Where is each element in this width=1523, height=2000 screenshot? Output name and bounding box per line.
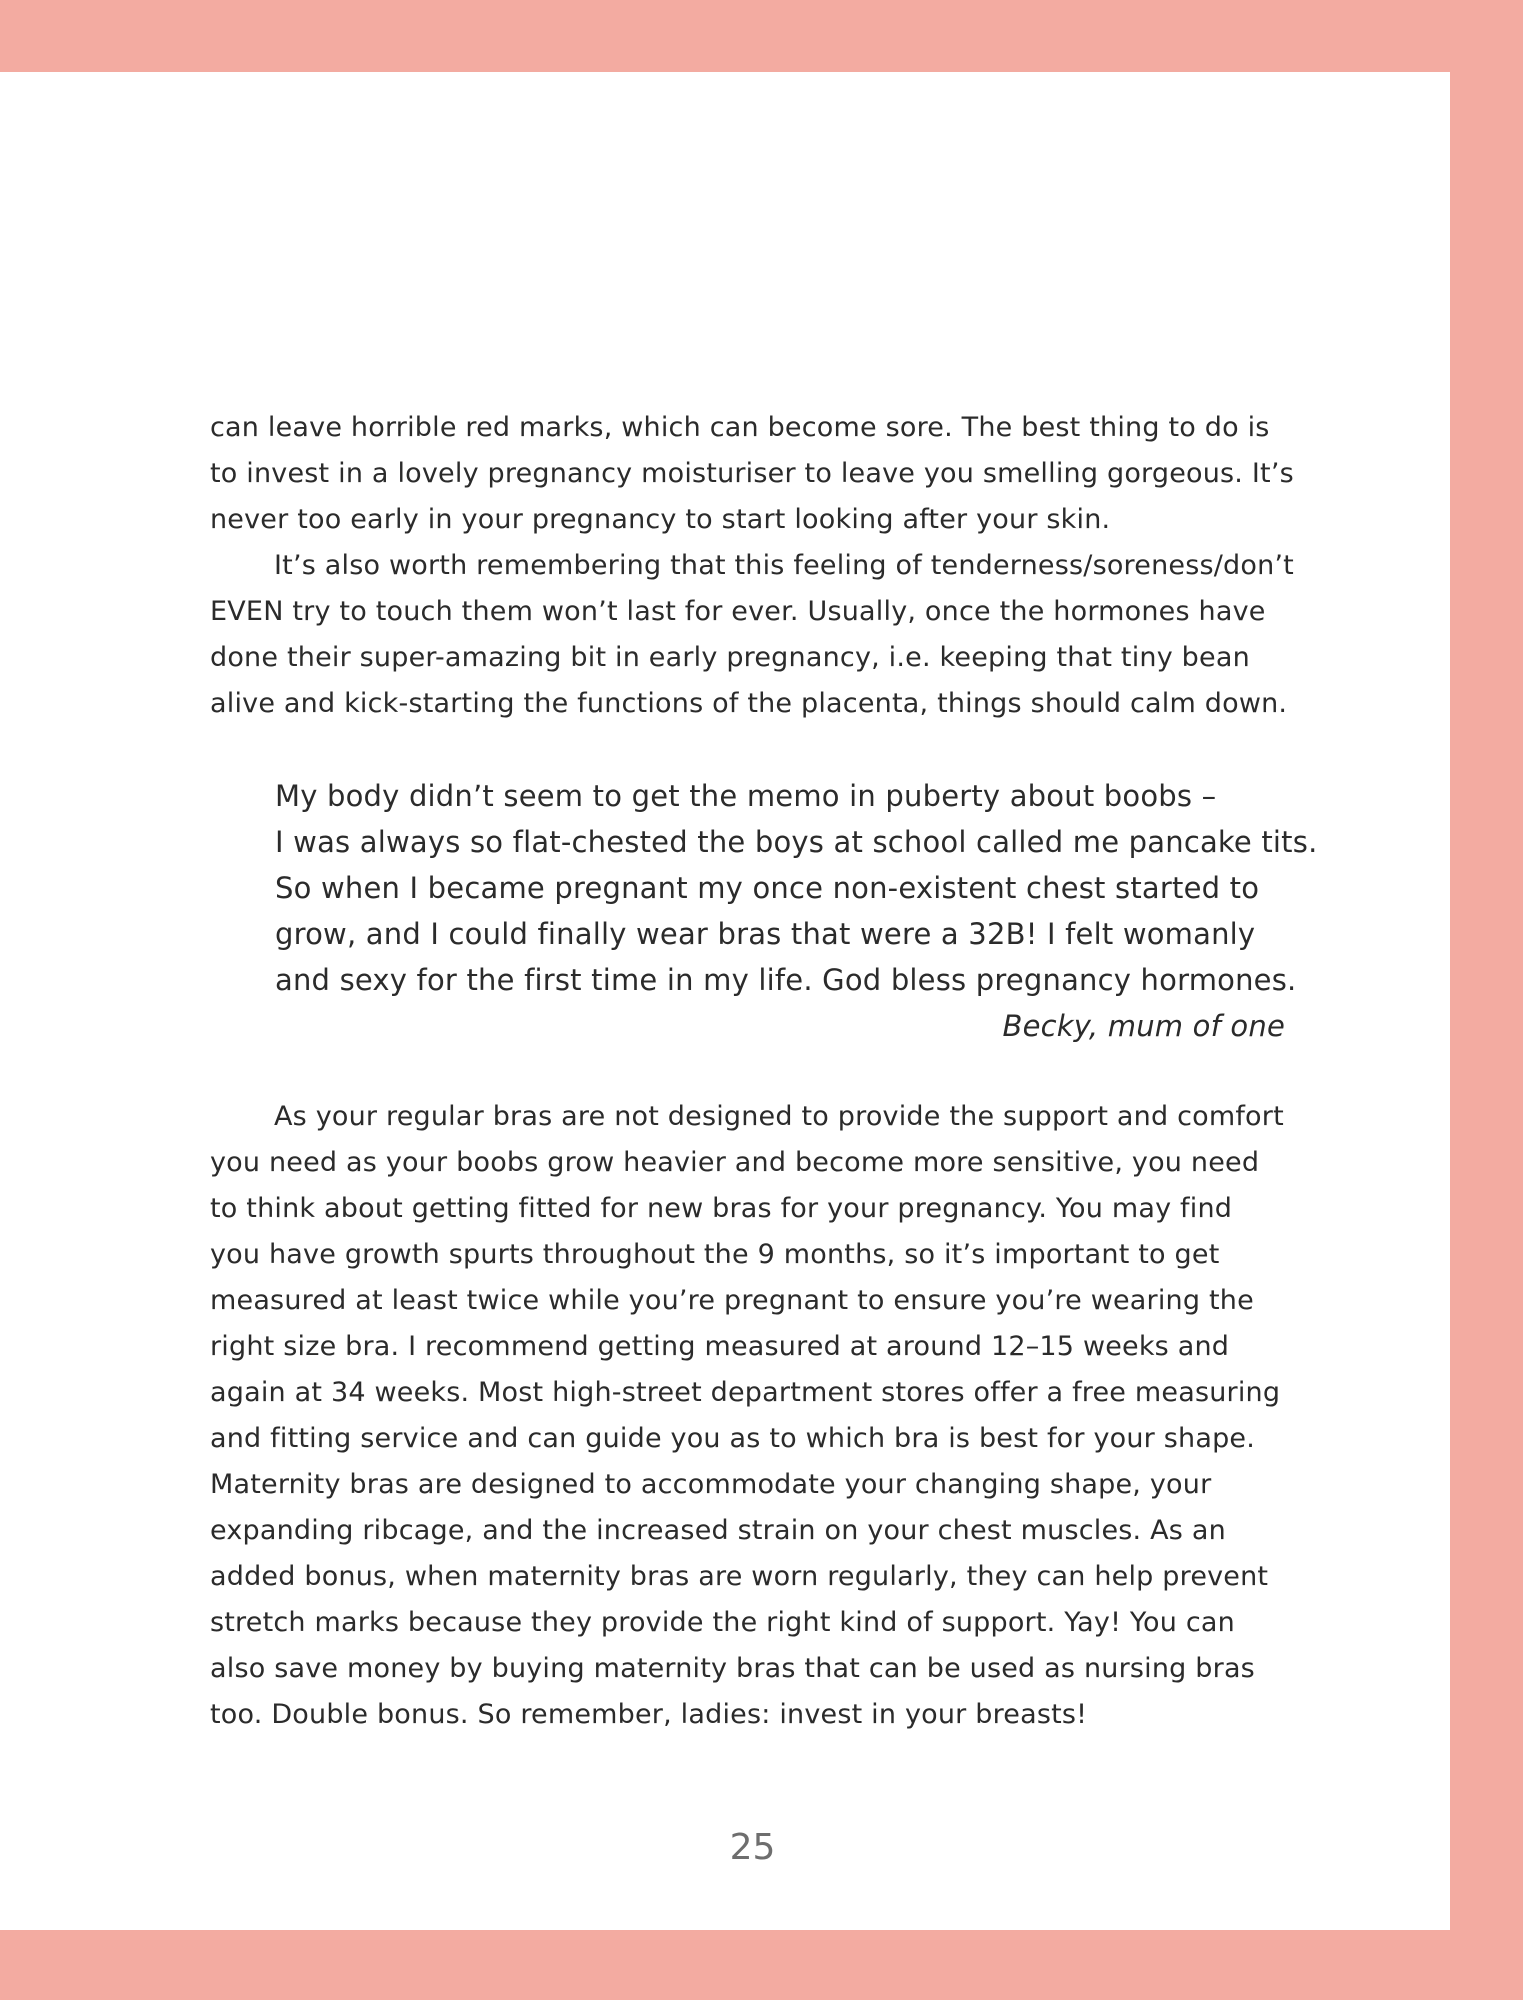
text-line: As your regular bras are not designed to provide the support and comfort xyxy=(274,1101,1284,1132)
text-line: also save money by buying maternity bras that can be used as nursing bras xyxy=(210,1653,1255,1684)
quote-attribution: Becky, mum of one xyxy=(1002,1009,1285,1043)
text-line: to think about getting fitted for new bras for your pregnancy. You may find xyxy=(210,1193,1233,1224)
text-line: never too early in your pregnancy to start looking after your skin. xyxy=(210,504,1111,535)
text-line: right size bra. I recommend getting measured at around 12–15 weeks and xyxy=(210,1331,1230,1362)
text-line: you have growth spurts throughout the 9 months, so it’s important to get xyxy=(210,1239,1220,1270)
text-line: expanding ribcage, and the increased strain on your chest muscles. As an xyxy=(210,1515,1226,1546)
paragraph-skin-care xyxy=(210,405,1300,543)
text-line: again at 34 weeks. Most high-street department stores offer a free measuring xyxy=(210,1377,1281,1408)
text-line: too. Double bonus. So remember, ladies: invest in your breasts! xyxy=(210,1699,1088,1730)
paragraph-maternity-bras xyxy=(210,1094,1300,1738)
text-line: measured at least twice while you’re pregnant to ensure you’re wearing the xyxy=(210,1285,1254,1316)
text-line: stretch marks because they provide the right kind of support. Yay! You can xyxy=(210,1607,1235,1638)
paragraph-tenderness xyxy=(210,543,1300,727)
quote-line: So when I became pregnant my once non-existent chest started to xyxy=(275,871,1260,905)
quote-line: and sexy for the first time in my life. God bless pregnancy hormones. xyxy=(275,963,1297,997)
text-line: alive and kick-starting the functions of the placenta, things should calm down. xyxy=(210,688,1288,719)
text-line: EVEN try to touch them won’t last for ever. Usually, once the hormones have xyxy=(210,596,1266,627)
text-line: to invest in a lovely pregnancy moisturiser to leave you smelling gorgeous. It’s xyxy=(210,458,1294,489)
text-line: done their super-amazing bit in early pregnancy, i.e. keeping that tiny bean xyxy=(210,642,1250,673)
quote-line: My body didn’t seem to get the memo in puberty about boobs – xyxy=(275,779,1217,813)
text-line: It’s also worth remembering that this feeling of tenderness/soreness/don’t xyxy=(274,550,1294,581)
page-number: 25 xyxy=(729,1827,776,1868)
quote-line: grow, and I could finally wear bras that were a 32B! I felt womanly xyxy=(275,917,1256,951)
text-line: added bonus, when maternity bras are worn regularly, they can help prevent xyxy=(210,1561,1269,1592)
text-line: you need as your boobs grow heavier and become more sensitive, you need xyxy=(210,1147,1260,1178)
text-line: Maternity bras are designed to accommodate your changing shape, your xyxy=(210,1469,1212,1500)
text-line: and fitting service and can guide you as to which bra is best for your shape. xyxy=(210,1423,1256,1454)
quote-line: I was always so flat-chested the boys at school called me pancake tits. xyxy=(275,825,1318,859)
text-line: can leave horrible red marks, which can become sore. The best thing to do is xyxy=(210,412,1270,443)
testimonial-quote xyxy=(275,773,1318,1049)
